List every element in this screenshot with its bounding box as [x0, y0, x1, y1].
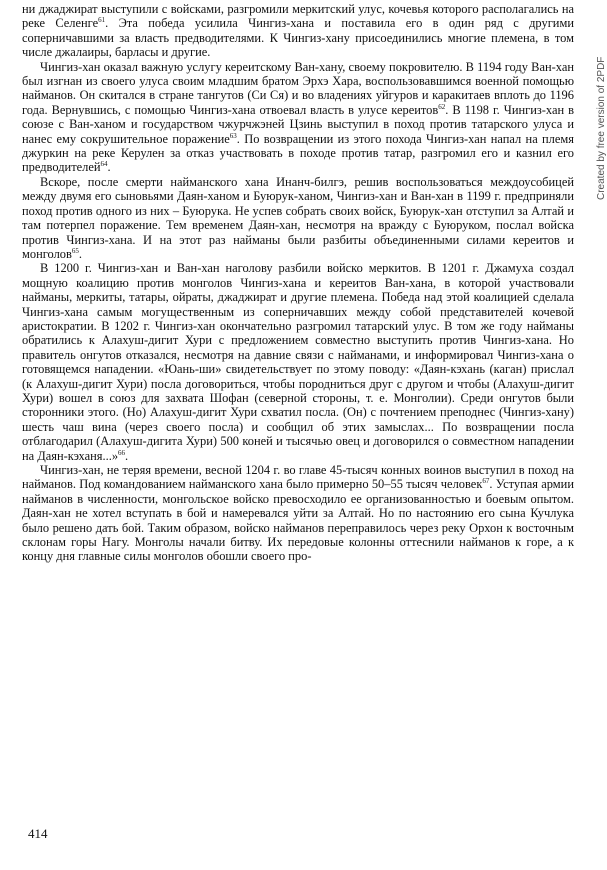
text-run: Чингиз-хан, не теряя времени, весной 1204 г. во главе 45-тысяч конных воинов выступил в поход на найманов. Под командованием найманского хана было примерно 50–55 тысяч человек	[22, 463, 574, 492]
footnote-ref: 65	[71, 246, 79, 255]
watermark-text: Created by free version of 2PDF	[596, 56, 607, 200]
text-run: . В 1198 г. Чингиз-хан в союзе с Ван-ханом и государством чжурчжэней Цзинь выступил в поход против татарского улуса и нанес ему сокрушительное поражение	[22, 102, 575, 146]
paragraph	[22, 261, 574, 463]
footnote-ref: 64	[100, 160, 108, 169]
text-run: . Уступая армии найманов в численности, монгольское войско превосходило ее организованностью и боевым опытом. Даян-хан не хотел вступать в бой и намеревался уйти за Алтай. Но по настоянию его сына Кучлука было решено дать бой. Таким образом, войско найманов переправилось через реку Орхон к восточным склонам горы Нагу. Монголы начали битву. Их передовые колонны оттеснили найманов к горе, а к концу дня главные силы монголов обошли своего про-	[22, 477, 574, 564]
footnote-ref: 62	[438, 102, 446, 111]
text-run: . Эта победа усилила Чингиз-хана и поставила его в один ряд с другими соперничавшими за власть предводителями. К Чингиз-хану присоединились многие племена, в том числе джалаиры, барласы и другие.	[22, 16, 574, 60]
text-run: ни джаджират выступили с войсками, разгромили меркитский улус, кочевья которого располагались на реке Селенге	[22, 2, 574, 31]
page-body	[22, 2, 574, 564]
text-run: .	[107, 160, 111, 175]
text-run: В 1200 г. Чингиз-хан и Ван-хан наголову разбили войско меркитов. В 1201 г. Джамуха создал мощную коалицию против монголов Чингиз-хана и кереитов Ван-хана, в которой участвовали найманы, меркиты, татары, ойраты, джаджират и другие племена. Победа над этой коалицией сделала Чингиз-хана самым могущественным из соперничавших между собой представителей кочевой аристократии. В 1202 г. Чингиз-хан окончательно разгромил татарский улус. В том же году найманы обратились к Алахуш-дигит Хури с предложением совместно выступить против Чингиз-хана. Но правитель онгутов отказался, несмотря на давние связи с найманами, и информировал Чингиз-хана о готовящемся нападении. «Юань-ши» свидетельствует по этому поводу: «Даян-кэхань (каган) прислал (к Алахуш-дигит Хури) посла договориться, чтобы породниться друг с другом и чтобы (Алахуш-дигит Хури) вошел в союз для захвата Шофан (северной стороны, т. е. Монголии). Среди онгутов были сторонники этого. (Но) Алахуш-дигит Хури схватил посла. (Он) с почтением преподнес (Чингиз-хану) шесть чаш вина (через своего посла) и сообщил об этих замыслах... По возвращении посла отблагодарил (Алахуш-дигита Хури) 500 коней и тысячью овец и договорился о совместном нападении на Даян-кэханя...»	[22, 261, 574, 463]
paragraph	[22, 60, 574, 175]
paragraph	[22, 175, 574, 261]
text-run: . По возвращении из этого похода Чингиз-хан напал на племя джуркин на реке Керулен за отказ участвовать в походе против татар, разгромил его и казнил его предводителей	[22, 131, 574, 175]
paragraph	[22, 2, 574, 60]
text-run: .	[78, 246, 82, 261]
footnote-ref: 61	[98, 16, 106, 25]
text-run: Вскоре, после смерти найманского хана Инанч-билгэ, решив воспользоваться междоусобицей между двумя его сыновьями Даян-ханом и Буюрук-ханом, Чингиз-хан и Ван-хан в 1199 г. предприняли поход против одного из них – Буюрука. Не успев собрать своих войск, Буюрук-хан отступил за Алтай и там потерпел поражение. Тем временем Даян-хан, несмотря на вражду с Буюруком, послал войска против Чингиз-хана. И на этот раз найманы были разбиты объединенными силами кереитов и монголов	[22, 174, 574, 261]
paragraph	[22, 463, 574, 564]
footnote-ref: 63	[229, 131, 237, 140]
footnote-ref: 66	[118, 448, 126, 457]
text-run: Чингиз-хан оказал важную услугу кереитскому Ван-хану, своему покровителю. В 1194 году Ван-хан был изгнан из своего улуса своим младшим братом Эрхэ Хара, воспользовавшимся военной помощью найманов. Он скитался в стране тангутов (Си Ся) и во владениях уйгуров и каракитаев вплоть до 1196 года. Вернувшись, с помощью Чингиз-хана отвоевал власть в улусе кереитов	[22, 59, 574, 117]
text-run: .	[125, 448, 129, 463]
page-number: 414	[28, 826, 48, 841]
footnote-ref: 67	[482, 477, 490, 486]
